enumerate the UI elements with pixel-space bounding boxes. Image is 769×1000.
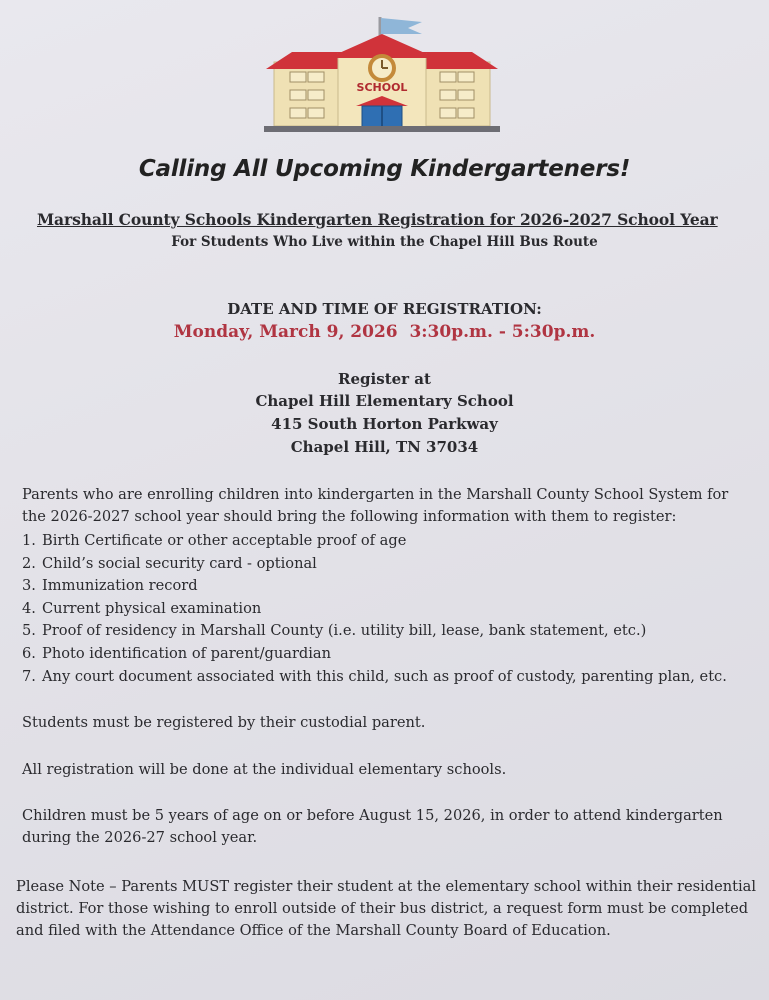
custodial-note: Students must be registered by their custodial parent. (22, 714, 426, 731)
register-at-label: Register at (338, 370, 431, 388)
school-sign-text: SCHOOL (356, 81, 408, 94)
requirements-list (22, 530, 727, 688)
date-time-value: Monday, March 9, 2026 3:30p.m. - 5:30p.m. (173, 322, 596, 342)
list-item: 6. Photo identification of parent/guardian (22, 644, 332, 662)
school-building-logo (262, 14, 502, 138)
list-item: 7. Any court document associated with this child, such as proof of custody, parenting plan, etc. (22, 667, 727, 685)
list-item: 5. Proof of residency in Marshall County (i.e. utility bill, lease, bank statement, etc.) (22, 622, 647, 640)
list-item: 4. Current physical examination (22, 599, 262, 617)
intro-paragraph: Parents who are enrolling children into kindergarten in the Marshall County School System for the 2026-2027 school year should bring the following information with them to register: (22, 486, 729, 525)
date-time-heading: DATE AND TIME OF REGISTRATION: (227, 300, 542, 318)
headline: Calling All Upcoming Kindergarteners! (138, 156, 631, 182)
school-name: Chapel Hill Elementary School (255, 392, 514, 410)
list-item: 1. Birth Certificate or other acceptable proof of age (22, 532, 407, 549)
list-item: 3. Immunization record (22, 577, 198, 595)
school-city: Chapel Hill, TN 37034 (290, 438, 479, 456)
list-item: 2. Child’s social security card - optional (22, 554, 317, 572)
location-note: All registration will be done at the individual elementary schools. (22, 761, 507, 778)
age-requirement-note: Children must be 5 years of age on or before August 15, 2026, in order to attend kindergarten during the 2026-27 school year. (22, 807, 723, 846)
subtitle: For Students Who Live within the Chapel Hill Bus Route (171, 234, 598, 250)
school-street: 415 South Horton Parkway (271, 415, 498, 433)
registration-title: Marshall County Schools Kindergarten Registration for 2026-2027 School Year (37, 210, 718, 229)
please-note-paragraph: Please Note – Parents MUST register their student at the elementary school within their residential district. For those wishing to enroll outside of their bus district, a request form must be completed and filed with the Attendance Office of the Marshall County Board of Education. (16, 878, 757, 939)
